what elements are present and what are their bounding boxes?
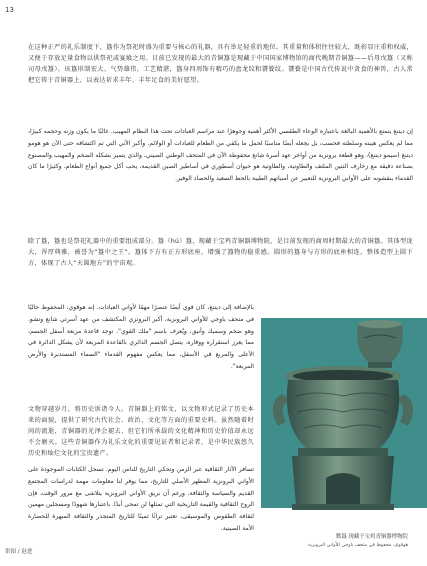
page-number: 13 — [5, 6, 14, 14]
paragraph-ar-3: تسافر الآثار الثقافية عبر الزمن وتحكي التاريخ للناس اليوم. تسجل الكتابات الموجودة على الأواني البرونزية المظهر الأصلي للتاريخ، مما يوفر لنا معلومات مهمة لدراسات المجتمع القديم والسياسة والثقافة. ورغم أن بريق الأواني البرونزية يتلاشى مع مرور الوقت، فإن الروح الثقافية والقيمة التاريخية التي تمثلها لن تمحى أبدًا. باعتبارها شهودًا ومسجلين مهمين لثقافة الطقوس والموسيقى، تعتبر تراثًا ثمينًا للتاريخ المتجذر والثقافة المبهرة للحضارة الأمة الصينية. — [27, 466, 254, 532]
figure-caption-ar: هوقوي، محفوظ في متحف باوجي للأواني البرونزية — [308, 543, 409, 548]
paragraph-zh-2: 除了簋，簋也是祭祀礼器中的重要组成部分。簋（hú）簋，现藏于宝鸡青铜器博物院，是目前发现的商周时期最大的青铜簋。其体型庞大，浑厚典雅，被誉为“簋中之王”。簋体下方有正方形底座，增强了簋物的稳重感。圆形的簋身与方形的底座相连，整体造型上圆下方，体现了古人“天圆地方”的宇宙观。 — [28, 238, 413, 268]
photo-credit: 供图 / 赵进 — [5, 549, 33, 555]
paragraph-ar-1: إن ديتنغ يتمتع بالأهمية البالغة باعتباره الوعاء الطقسي الأكثر أهمية وجوهرًا عند مراسم العبادات تحت هذا النظام المهيب. غالبًا ما يكون وزنه وحجمه كبيرًا، مما لم يعكس هيبته وسلطته فحسب، بل يجعله أيضًا مناسبًا لحمل ما يكفي من الطعام للعبادات أو الولائم. وأكبر الآني التي تم اكتشافه حتى الآن هو هومو ديتنغ (سيمو ديتنغ)، وهو قطعة برونزية من أواخر عهد أسرة شانغ محفوظة الآن في المتحف الوطني الصيني، والذي يتميز بشكله الضخم والمهيب والمصنوع بصناعة دقيقة مع زخارف التنين الملتف والطاوتية، والطاوتية هو حيوان أسطوري في أساطير الصين القديمة، يحب أكل جميع أنواع الطعام، وكثيرًا ما كان القدماء ينقشونه على الأواني البرونزية للتعبير عن أمنياتهم الطيبة بالحظ السعيد والحصاد الوفير. — [28, 128, 413, 183]
paragraph-zh-1: 在这种正严的礼乐制度下，簋作为祭祀时盛为重要与核心的礼器，具有举足轻重的地位。其重量和体积往往较大，既彰显庄重和权威，又便于存放足量食物以供祭祀或宴飨之用。目前已发现的最大的青铜簋是现藏于中国国家博物馆的商代晚期青铜簋——后母戊簋（又称司母戊簋）。该簋形制宏大、气势雄伟，工艺精湛，簋身四周饰有精巧的盘龙纹和饕餮纹。饕餮是中国古代传说中贪食的神兽，古人常把它铸于青铜器上，以表达祈求丰年、丰年足食的美好愿望。 — [28, 44, 413, 85]
second-bronze-vessel-image — [352, 318, 408, 370]
bronze-gui-vessel-image — [268, 356, 418, 516]
figure-caption-zh: 默簋 现藏于宝鸡青铜器博物院 — [336, 534, 408, 540]
paragraph-zh-3: 文物穿越岁月，将历史诉诸今人。青铜器上的铭文，以文物形式记录了历史本来的面貌，提供了研究古代社会、政治、文化等方面的重要史料。虽然随着时间的流逝，青铜器的光泽会褪去，但它们所承载的文化精神和历史价值却永远不会磨灭。这些青铜器作为礼乐文化的重要见证者和记录者，是中华民族悠久历史和灿烂文化的宝贵遗产。 — [28, 406, 254, 458]
paragraph-ar-2: بالإضافة إلى ديتنغ، كان قوي أيضًا عنصرًا مهمًا لأواني العبادات. إنه هوقوي، المحفوظ حاليًا في متحف باوجي للأواني البرونزية، أكبر البرونزي المكتشف من عهد أسرتي شانغ وتشو. وهو ضخم وسميك وأنيق، ويُعرف باسم "ملك القوي". توجد قاعدة مربعة أسفل الجسم، مما يعزز استقراره ووقاره. يتصل الجسم الدائري بالقاعدة المربعة لأن يشكل الدائرة في الأعلى والمربع في الأسفل، مما يعكس مفهوم القدماء "السماء المستديرة والأرض المربعة". — [28, 304, 254, 370]
